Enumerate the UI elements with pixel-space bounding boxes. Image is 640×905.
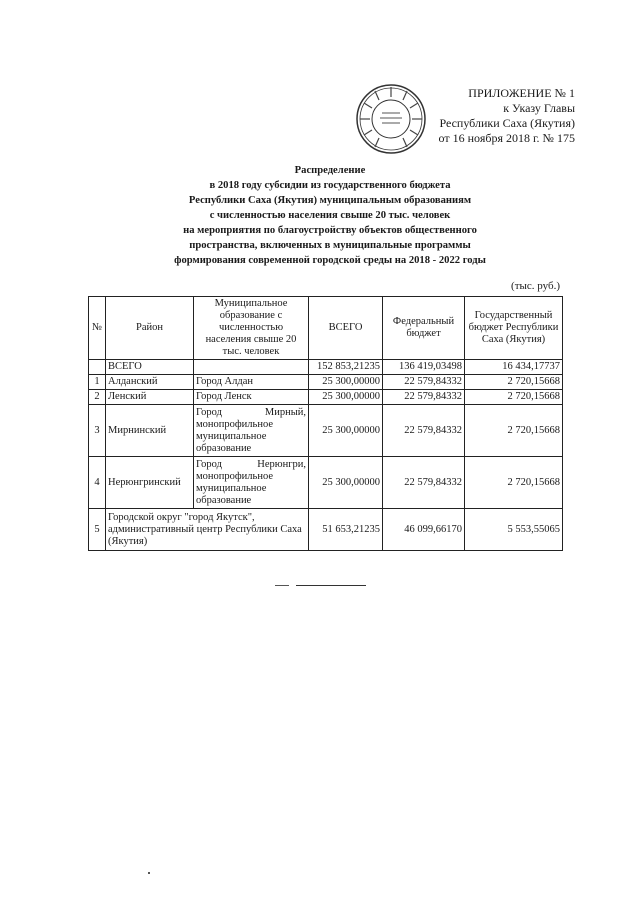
row-federal: 22 579,84332 <box>383 457 465 509</box>
row-district: Мирнинский <box>106 405 194 457</box>
total-no-cell <box>89 360 106 375</box>
header-federal: Федеральный бюджет <box>383 297 465 360</box>
row-republic: 2 720,15668 <box>465 375 563 390</box>
row-number: 4 <box>89 457 106 509</box>
row-number: 1 <box>89 375 106 390</box>
title-line: формирования современной городской среды на 2018 - 2022 годы <box>174 255 486 266</box>
row-number: 3 <box>89 405 106 457</box>
total-label: ВСЕГО <box>106 360 194 375</box>
header-municipality: Муниципальное образование с численностью населения свыше 20 тыс. человек <box>194 297 309 360</box>
row-district: Ленский <box>106 390 194 405</box>
row-republic: 2 720,15668 <box>465 390 563 405</box>
header-number: № <box>89 297 106 360</box>
row-total: 51 653,21235 <box>309 509 383 551</box>
total-sum: 152 853,21235 <box>309 360 383 375</box>
closing-divider <box>296 585 366 586</box>
closing-divider-short <box>275 585 289 586</box>
row-republic: 2 720,15668 <box>465 457 563 509</box>
title-line: в 2018 году субсидии из государственного бюджета <box>209 180 451 191</box>
row-municipality: Город Алдан <box>194 375 309 390</box>
row-federal: 46 099,66170 <box>383 509 465 551</box>
table-row <box>89 375 563 390</box>
row-total: 25 300,00000 <box>309 375 383 390</box>
row-municipality: Город Нерюнгри, монопрофильное муниципальное образование <box>194 457 309 509</box>
row-federal: 22 579,84332 <box>383 390 465 405</box>
table-row <box>89 405 563 457</box>
row-republic: 2 720,15668 <box>465 405 563 457</box>
row-number: 5 <box>89 509 106 551</box>
total-republic: 16 434,17737 <box>465 360 563 375</box>
table-row <box>89 390 563 405</box>
table-total-row <box>89 360 563 375</box>
unit-label: (тыс. руб.) <box>511 280 560 292</box>
title-line: пространства, включенных в муниципальные программы <box>189 240 471 251</box>
title-line: Распределение <box>294 165 366 176</box>
appendix-line: ПРИЛОЖЕНИЕ № 1 <box>468 86 575 100</box>
row-number: 2 <box>89 390 106 405</box>
row-federal: 22 579,84332 <box>383 405 465 457</box>
title-line: на мероприятия по благоустройству объектов общественного <box>183 225 477 236</box>
appendix-line: к Указу Главы <box>503 101 575 115</box>
row-total: 25 300,00000 <box>309 390 383 405</box>
appendix-reference <box>400 86 575 146</box>
row-municipality: Город Мирный, монопрофильное муниципальное образование <box>194 405 309 457</box>
total-empty-cell <box>194 360 309 375</box>
header-total: ВСЕГО <box>309 297 383 360</box>
row-total: 25 300,00000 <box>309 405 383 457</box>
appendix-line: от 16 ноября 2018 г. № 175 <box>438 131 575 145</box>
row-total: 25 300,00000 <box>309 457 383 509</box>
page-mark <box>148 872 150 874</box>
table-header-row <box>89 297 563 360</box>
row-municipality: Город Ленск <box>194 390 309 405</box>
row-federal: 22 579,84332 <box>383 375 465 390</box>
table-row <box>89 509 563 551</box>
row-district: Алданский <box>106 375 194 390</box>
header-district: Район <box>106 297 194 360</box>
appendix-line: Республики Саха (Якутия) <box>439 116 575 130</box>
subsidy-table <box>88 296 563 551</box>
row-municipality: Городской округ "город Якутск", административный центр Республики Саха (Якутия) <box>106 509 309 551</box>
header-republic: Государственный бюджет Республики Саха (Якутия) <box>465 297 563 360</box>
row-republic: 5 553,55065 <box>465 509 563 551</box>
document-title <box>130 163 530 268</box>
row-district: Нерюнгринский <box>106 457 194 509</box>
table-row <box>89 457 563 509</box>
title-line: Республики Саха (Якутия) муниципальным образованиям <box>188 195 472 206</box>
total-federal: 136 419,03498 <box>383 360 465 375</box>
title-line: с численностью населения свыше 20 тыс. человек <box>209 210 451 221</box>
